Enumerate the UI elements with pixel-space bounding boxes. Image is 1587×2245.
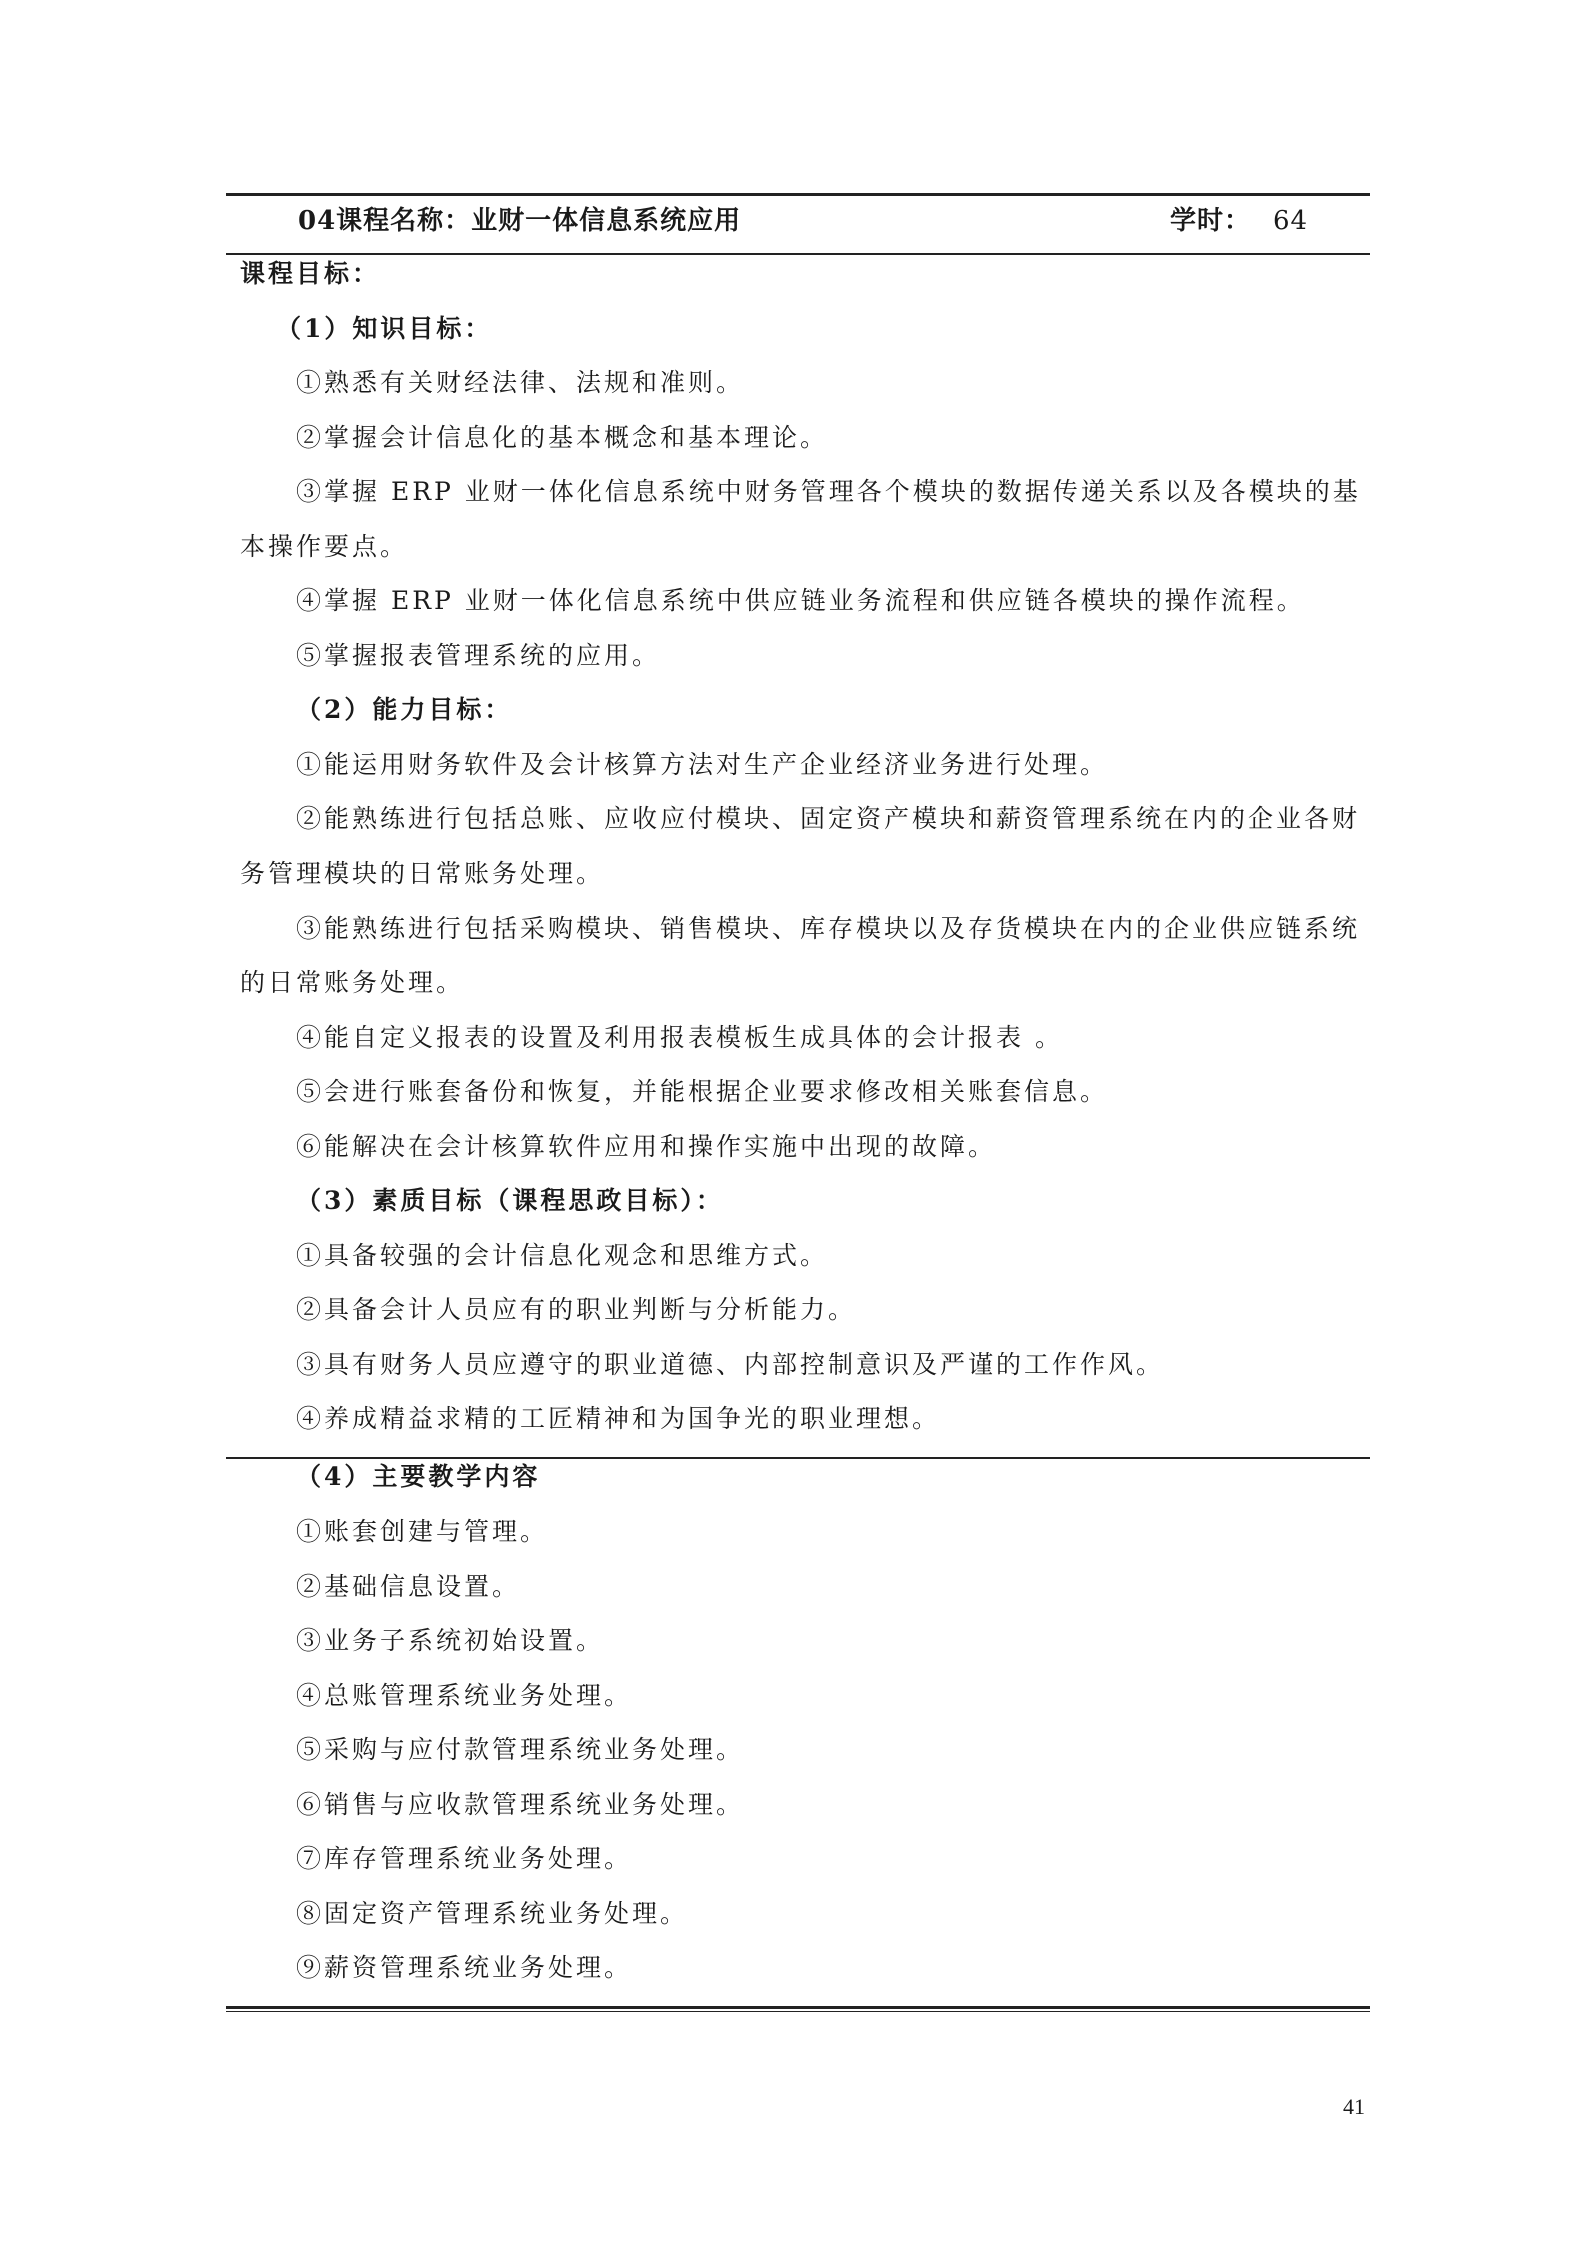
knowledge-item: ⑤掌握报表管理系统的应用。 <box>296 641 661 670</box>
course-hours-value: 64 <box>1273 206 1309 236</box>
quality-heading: （3）素质目标（课程思政目标）： <box>296 1186 724 1215</box>
knowledge-item: ②掌握会计信息化的基本概念和基本理论。 <box>296 423 829 452</box>
content-heading: （4）主要教学内容 <box>296 1462 541 1491</box>
knowledge-item: ①熟悉有关财经法律、法规和准则。 <box>296 368 745 397</box>
content-item: ⑦库存管理系统业务处理。 <box>296 1844 633 1873</box>
bottom-rule <box>226 2006 1370 2012</box>
knowledge-item: ④掌握 ERP 业财一体化信息系统中供应链业务流程和供应链各模块的操作流程。 <box>296 586 1305 615</box>
ability-item: ⑤会进行账套备份和恢复，并能根据企业要求修改相关账套信息。 <box>296 1077 1109 1106</box>
quality-item: ①具备较强的会计信息化观念和思维方式。 <box>296 1241 829 1270</box>
ability-item-continuation: 的日常账务处理。 <box>240 968 465 997</box>
content-item: ②基础信息设置。 <box>296 1572 521 1601</box>
course-header <box>226 200 1370 250</box>
content-item: ①账套创建与管理。 <box>296 1517 549 1546</box>
knowledge-item-continuation: 本操作要点。 <box>240 532 409 561</box>
knowledge-heading: （1）知识目标： <box>276 314 493 343</box>
content-item: ③业务子系统初始设置。 <box>296 1626 605 1655</box>
content-item: ⑥销售与应收款管理系统业务处理。 <box>296 1790 745 1819</box>
content-item: ⑧固定资产管理系统业务处理。 <box>296 1899 689 1928</box>
content-item: ④总账管理系统业务处理。 <box>296 1681 633 1710</box>
ability-item: ③能熟练进行包括采购模块、销售模块、库存模块以及存货模块在内的企业供应链系统 <box>296 914 1361 943</box>
content-item: ⑨薪资管理系统业务处理。 <box>296 1953 633 1982</box>
content-rule <box>226 1457 1370 1459</box>
course-title: 04课程名称：业财一体信息系统应用 <box>298 206 742 236</box>
objectives-heading: 课程目标： <box>240 259 381 288</box>
page-number: 41 <box>1343 2094 1365 2119</box>
header-rule <box>226 253 1370 255</box>
quality-item: ④养成精益求精的工匠精神和为国争光的职业理想。 <box>296 1404 941 1433</box>
quality-item: ③具有财务人员应遵守的职业道德、内部控制意识及严谨的工作作风。 <box>296 1350 1165 1379</box>
top-rule <box>226 193 1370 196</box>
ability-item: ②能熟练进行包括总账、应收应付模块、固定资产模块和薪资管理系统在内的企业各财 <box>296 804 1361 833</box>
ability-item: ⑥能解决在会计核算软件应用和操作实施中出现的故障。 <box>296 1132 997 1161</box>
quality-item: ②具备会计人员应有的职业判断与分析能力。 <box>296 1295 857 1324</box>
ability-item: ④能自定义报表的设置及利用报表模板生成具体的会计报表 。 <box>296 1023 1063 1052</box>
course-hours-label: 学时： <box>1170 206 1252 236</box>
ability-item: ①能运用财务软件及会计核算方法对生产企业经济业务进行处理。 <box>296 750 1109 779</box>
course-hours <box>1170 200 1308 237</box>
content-item: ⑤采购与应付款管理系统业务处理。 <box>296 1735 745 1764</box>
knowledge-item: ③掌握 ERP 业财一体化信息系统中财务管理各个模块的数据传递关系以及各模块的基 <box>296 477 1361 506</box>
ability-item-continuation: 务管理模块的日常账务处理。 <box>240 859 605 888</box>
ability-heading: （2）能力目标： <box>296 695 513 724</box>
